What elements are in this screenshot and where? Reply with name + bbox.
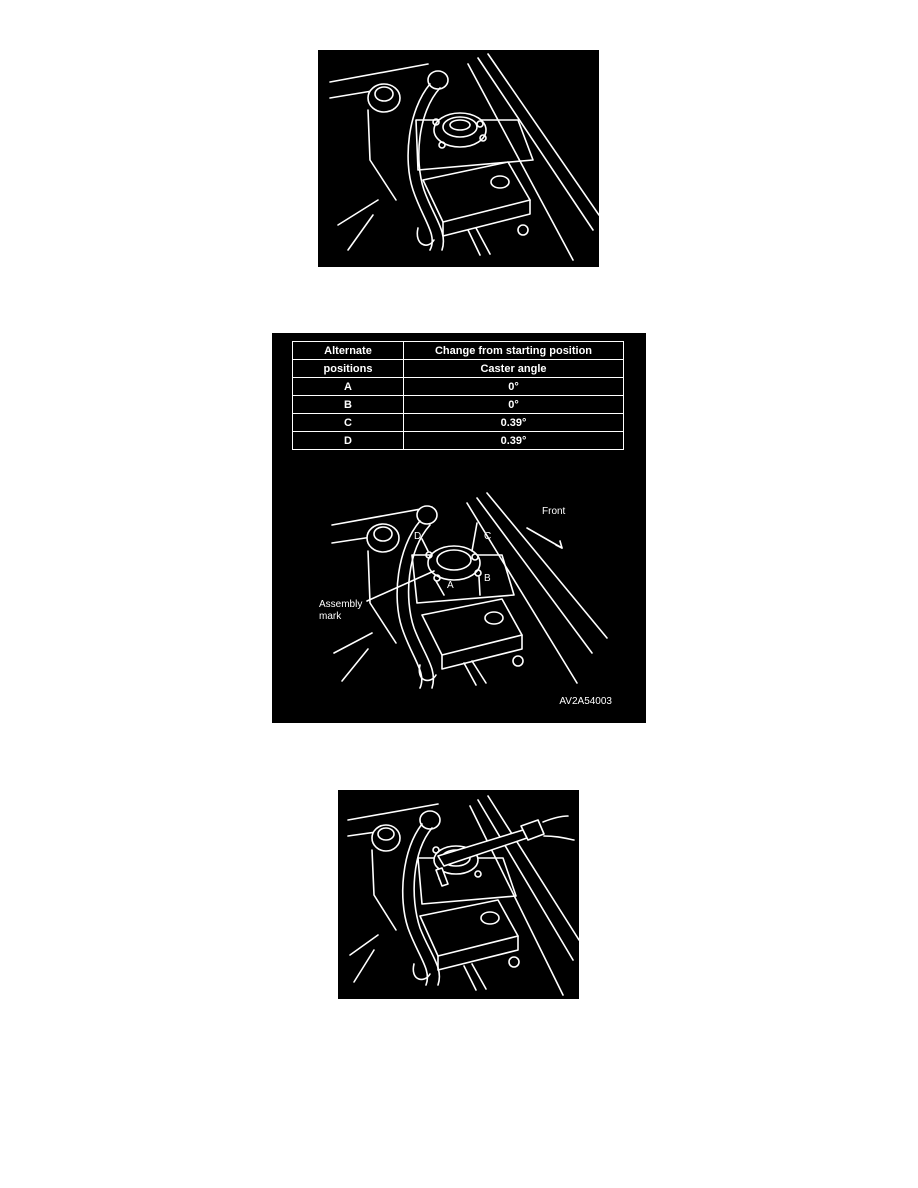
label-b: B xyxy=(484,573,491,584)
front-label: Front xyxy=(542,506,566,517)
header-change-from-starting-position: Change from starting position xyxy=(404,342,624,360)
strut-mount-illustration-1 xyxy=(318,50,599,267)
row-caster: 0° xyxy=(404,378,624,396)
label-c: C xyxy=(484,531,492,542)
label-a: A xyxy=(447,580,454,591)
header-alternate: Alternate xyxy=(293,342,404,360)
figure-code: AV2A54003 xyxy=(559,696,612,707)
row-caster: 0° xyxy=(404,396,624,414)
header-positions: positions xyxy=(293,360,404,378)
row-position: B xyxy=(293,396,404,414)
row-caster: 0.39° xyxy=(404,414,624,432)
row-position: D xyxy=(293,432,404,450)
header-caster-angle: Caster angle xyxy=(404,360,624,378)
strut-tower-drawing xyxy=(318,50,599,267)
caster-adjustment-figure xyxy=(272,333,646,723)
row-position: A xyxy=(293,378,404,396)
row-position: C xyxy=(293,414,404,432)
assembly-mark-label-line1: Assembly xyxy=(319,599,363,610)
assembly-mark-label-line2: mark xyxy=(319,611,342,622)
strut-tower-diagram xyxy=(272,333,646,723)
strut-mount-wrench-illustration xyxy=(338,790,579,999)
label-d: D xyxy=(414,531,422,542)
row-caster: 0.39° xyxy=(404,432,624,450)
wrench-tightening-drawing xyxy=(338,790,579,999)
